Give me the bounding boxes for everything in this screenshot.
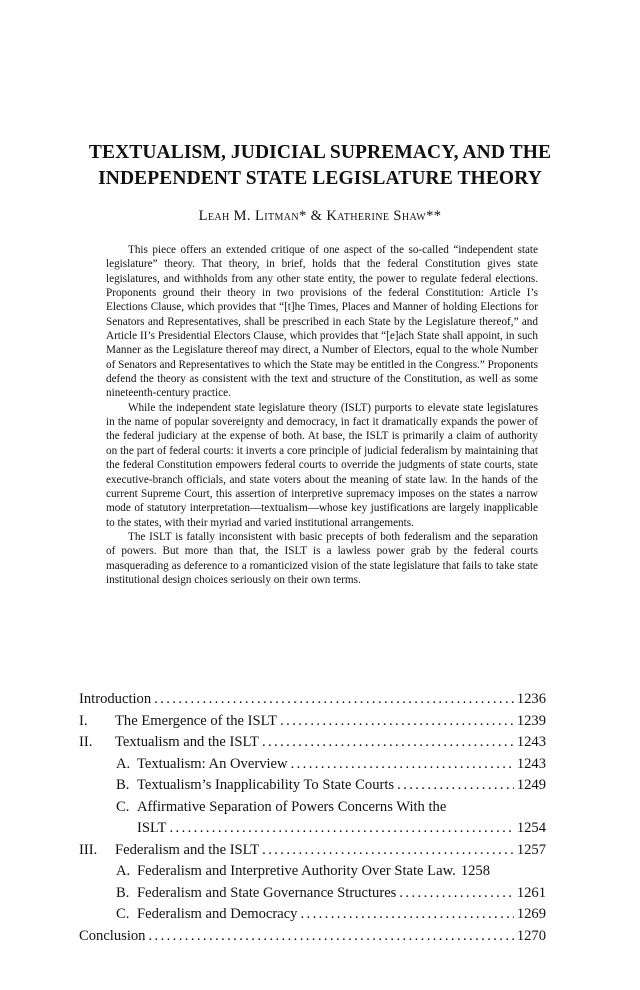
toc-page-number: 1254 (516, 820, 546, 836)
toc-part-numeral: I. (79, 712, 88, 729)
abstract-paragraph-1: This piece offers an extended critique of one aspect of the so-called “independent state legislature” theory. That theory, in brief, holds that the federal Constitution gives state legislatures, and withholds from any other state entity, the power to regulate federal elections. Proponents ground their theory in two provisions of the federal Constitution: Article I’s Elections Clause, which provides that “[t]he Times, Places and Manner of holding Elections for Senators and Representatives, shall be prescribed in each State by the Legislature thereof,” and Article II’s Presidential Electors Clause, which provides that “[e]ach State shall appoint, in such Manner as the Legislature thereof may direct, a Number of Electors, equal to the whole Number of Senators and Representatives to which the State may be entitled in the Congress.” Proponents defend the theory as consistent with the text and structure of the Constitution, as well as some nineteenth-century practice. (106, 244, 538, 400)
toc-entry-label: Federalism and State Governance Structures (137, 884, 397, 901)
toc-section-letter: C. (116, 798, 130, 815)
toc-page-number: 1243 (516, 755, 546, 772)
toc-entry-part-2c (79, 797, 546, 819)
toc-entry-part-3b (79, 883, 546, 905)
toc-entry-part-3c (79, 904, 546, 926)
toc-entry-label: Federalism and Democracy (137, 906, 298, 922)
author-byline: Leah M. Litman* & Katherine Shaw** (198, 208, 442, 224)
abstract-paragraph-2: While the independent state legislature theory (ISLT) purports to elevate state legislatures in the name of popular sovereignty and democracy, in fact it dramatically expands the power of the federal judiciary at the expense of both. At base, the ISLT is primarily a claim of authority on the part of federal courts: it inverts a core principle of judicial federalism by maintaining that the federal Constitution empowers federal courts to override the judgments of state courts, state executive-branch officials, and state voters about the meaning of state law. In the hands of the current Supreme Court, this assertion of interpretive supremacy imposes on the states a narrow mode of statutory interpretation—textualism—whose key justifications are largely inapplicable to the states, with their myriad and varied institutional arrangements. (106, 401, 538, 529)
toc-entry-label: Textualism: An Overview (137, 755, 288, 772)
toc-leader-dots (148, 926, 513, 948)
toc-section-letter: A. (116, 863, 131, 879)
toc-section-letter: A. (116, 755, 131, 772)
toc-entry-label: Introduction (79, 691, 152, 707)
toc-entry-part-2c-continued (79, 818, 546, 840)
title-line-1: TEXTUALISM, JUDICIAL SUPREMACY, AND THE (88, 142, 552, 163)
toc-entry-part-2 (79, 732, 546, 754)
toc-page-number: 1257 (516, 841, 546, 858)
toc-entry-label: Federalism and Interpretive Authority Over State Law. (137, 863, 456, 879)
toc-entry-label: Federalism and the ISLT (115, 841, 260, 858)
toc-page-number: 1239 (516, 712, 546, 729)
toc-entry-part-3a (79, 861, 546, 883)
toc-entry-label: Textualism’s Inapplicability To State Courts (137, 777, 395, 793)
abstract (106, 243, 538, 587)
toc-entry-label: Textualism and the ISLT (115, 734, 259, 750)
toc-leader-dots (154, 689, 514, 711)
toc-leader-dots (300, 904, 513, 926)
toc-section-letter: B. (116, 777, 130, 793)
toc-entry-label: ISLT (137, 820, 167, 836)
toc-entry-label: Conclusion (79, 927, 146, 944)
toc-page-number: 1249 (516, 777, 546, 793)
toc-leader-dots (169, 818, 513, 840)
toc-page-number: 1261 (516, 884, 546, 901)
toc-part-numeral: III. (79, 841, 98, 858)
toc-entry-part-2b (79, 775, 546, 797)
toc-entry-part-2a (79, 754, 546, 776)
toc-leader-dots (262, 732, 514, 754)
toc-entry-introduction (79, 689, 546, 711)
toc-part-numeral: II. (79, 734, 93, 750)
toc-page-number: 1270 (516, 927, 546, 944)
toc-entry-part-3 (79, 840, 546, 862)
toc-entry-conclusion (79, 926, 546, 948)
toc-leader-dots (399, 883, 513, 905)
toc-entry-part-1 (79, 711, 546, 733)
toc-page-number: 1236 (516, 691, 546, 707)
table-of-contents (79, 689, 546, 947)
toc-page-number: 1243 (516, 734, 546, 750)
toc-leader-dots (291, 754, 514, 776)
toc-page-number: 1258 (460, 863, 490, 879)
toc-page-number: 1269 (516, 906, 546, 922)
toc-leader-dots (397, 775, 514, 797)
article-title (60, 140, 580, 192)
toc-section-letter: B. (116, 884, 130, 901)
toc-leader-dots (262, 840, 514, 862)
toc-section-letter: C. (116, 906, 130, 922)
toc-leader-dots (280, 711, 514, 733)
abstract-paragraph-3: The ISLT is fatally inconsistent with basic precepts of both federalism and the separation of powers. But more than that, the ISLT is a lawless power grab by the federal courts masquerading as deference to a romanticized vision of the state legislature that fails to take state institutional design choices seriously on their own terms. (106, 530, 538, 586)
toc-entry-label: Affirmative Separation of Powers Concerns With the (137, 798, 447, 815)
title-line-2: INDEPENDENT STATE LEGISLATURE THEORY (98, 168, 542, 189)
toc-entry-label: The Emergence of the ISLT (115, 712, 278, 729)
